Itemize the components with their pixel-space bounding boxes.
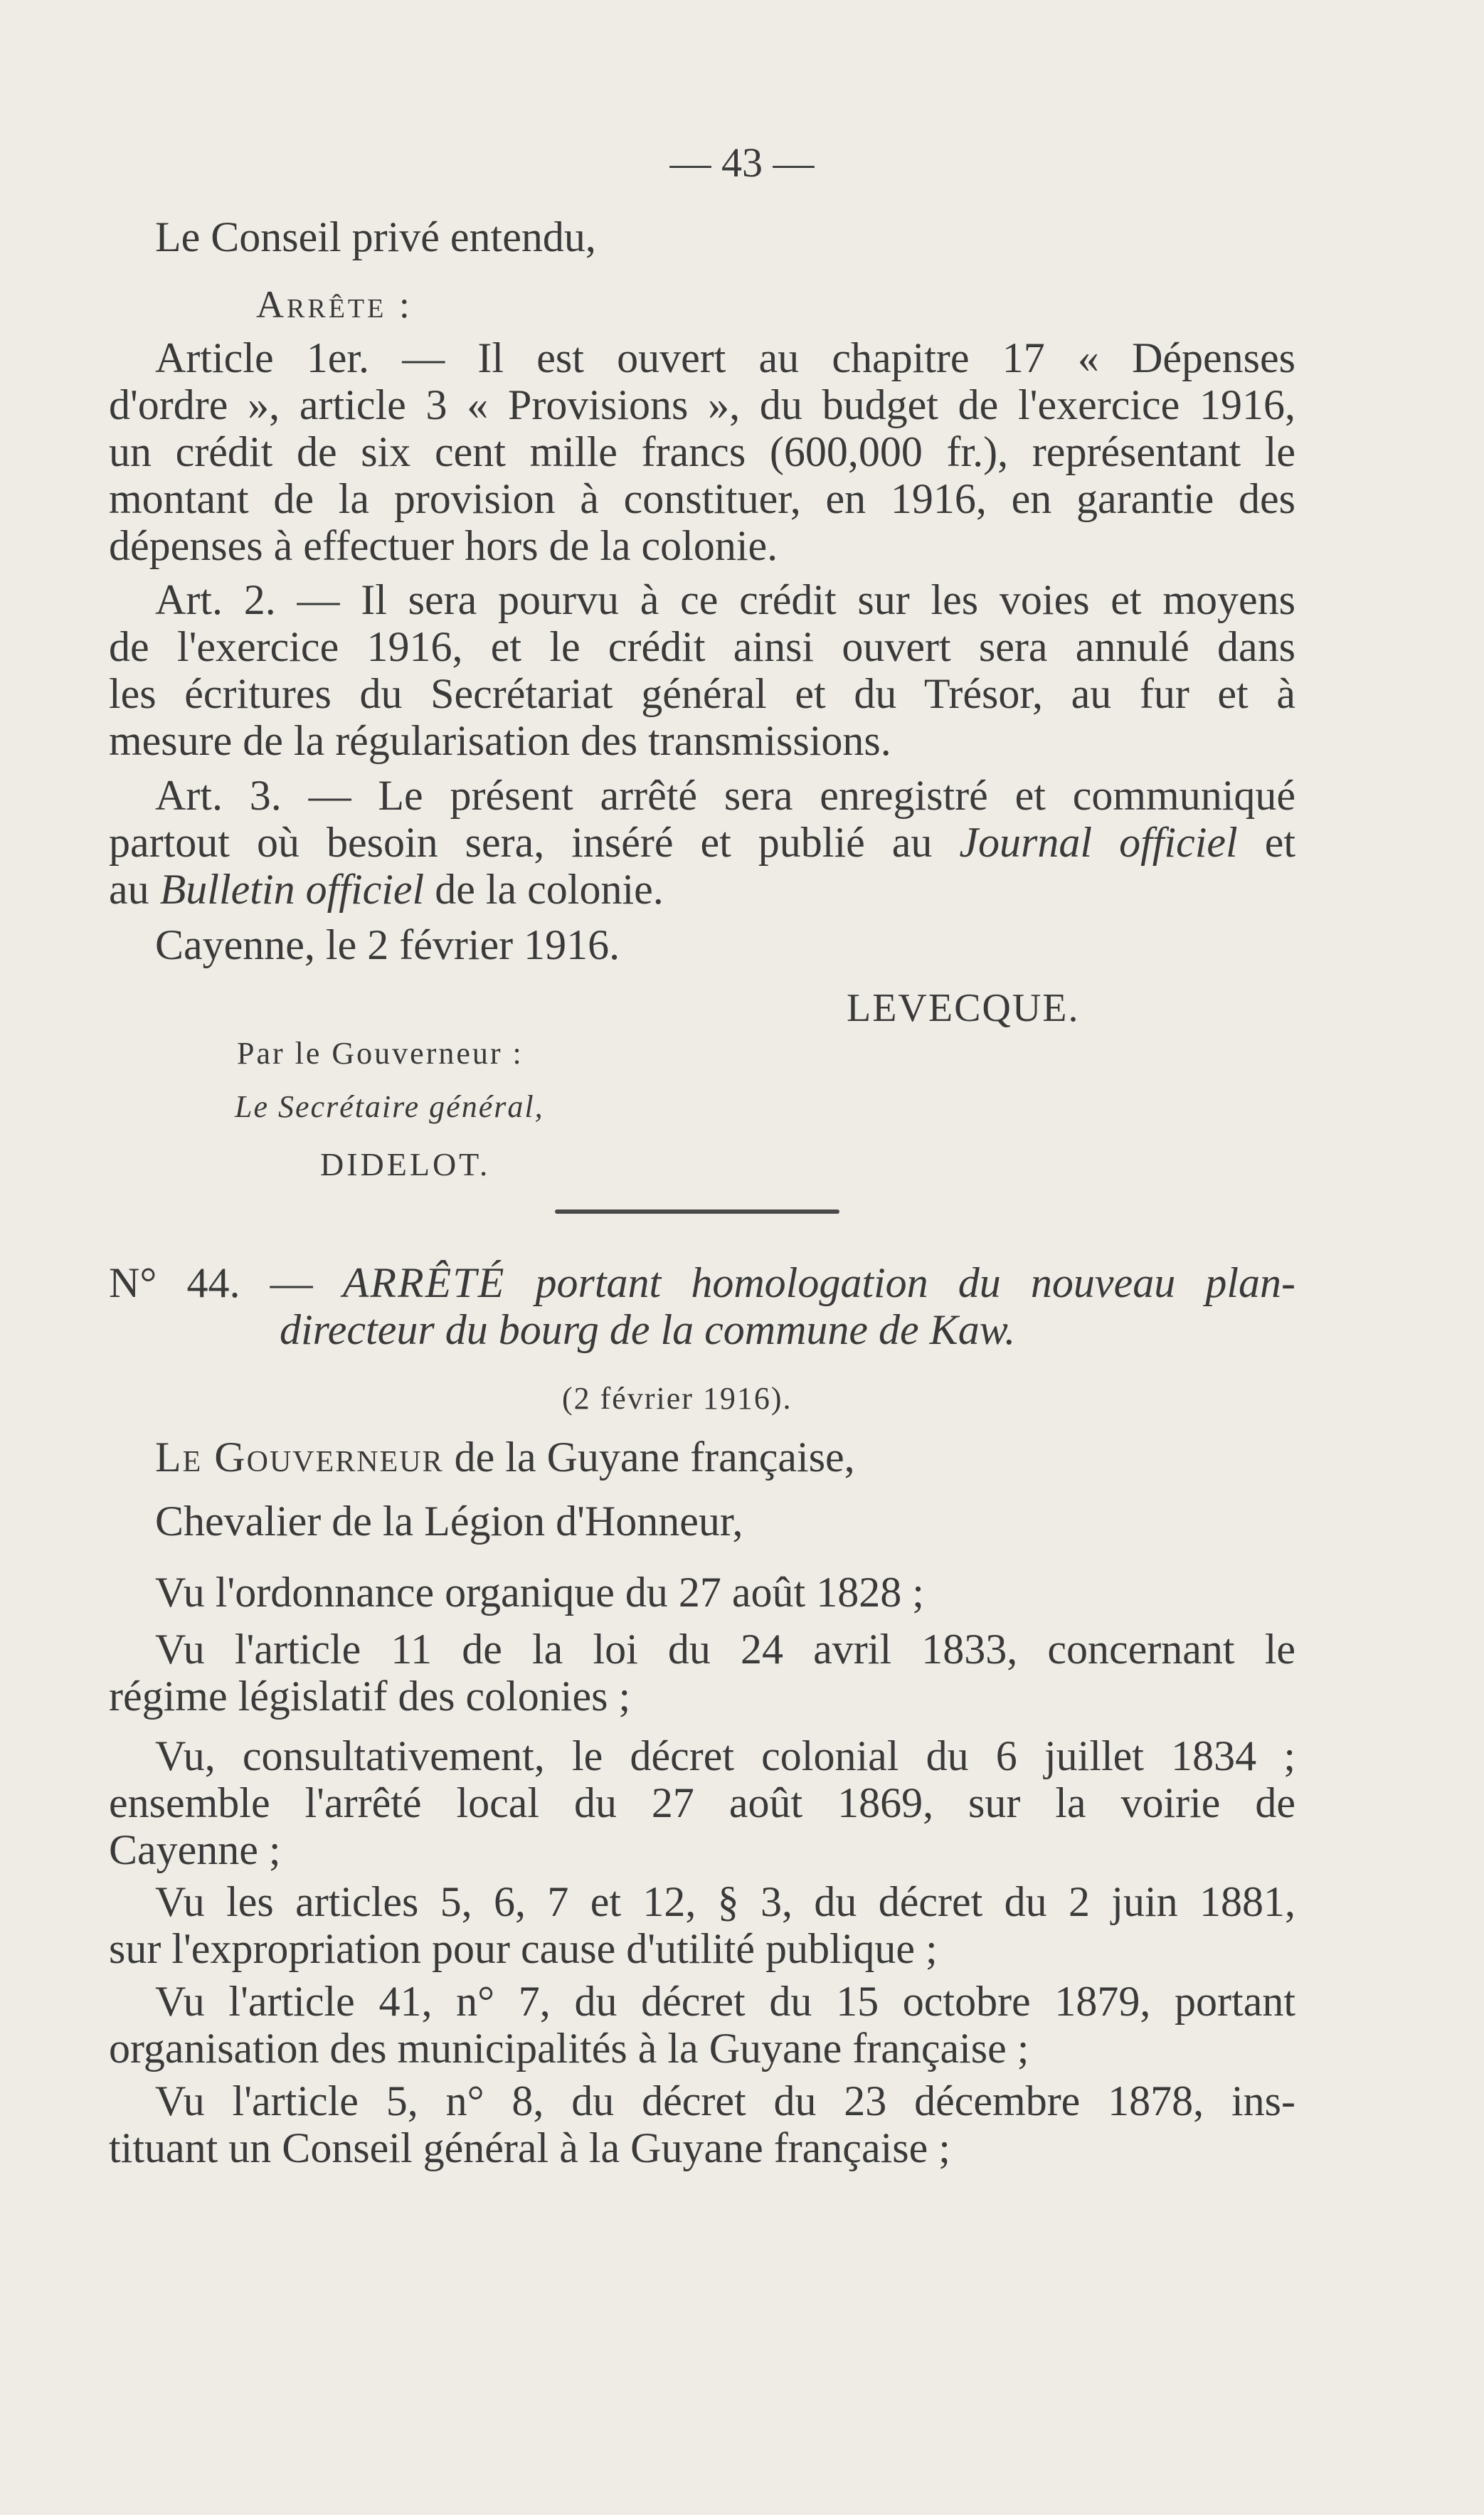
vu-clause-line: Vu l'ordonnance organique du 27 août 1828 ;	[155, 1569, 924, 1616]
article-1-line: Article 1er. — Il est ouvert au chapitre 17 « Dépenses	[155, 334, 1295, 381]
article-1-line: dépenses à effectuer hors de la colonie.	[109, 522, 778, 569]
article-3-text: partout où besoin sera, inséré et publié au	[109, 819, 960, 866]
article-3-line	[109, 866, 1295, 913]
governor-line	[109, 1434, 1342, 1481]
article-1	[109, 334, 1295, 569]
governor-signature: LEVECQUE.	[847, 986, 1080, 1030]
article-2-line: Art. 2. — Il sera pourvu à ce crédit sur les voies et moyens	[155, 576, 1295, 623]
article-3-line	[109, 819, 1295, 866]
vu-clause	[109, 1626, 1295, 1720]
vu-clause-line: Vu, consultativement, le décret colonial du 6 juillet 1834 ;	[155, 1732, 1295, 1779]
decree-44-title	[109, 1259, 1295, 1353]
council-heard-line: Le Conseil privé entendu,	[155, 213, 596, 260]
vu-clause-line: Vu l'article 5, n° 8, du décret du 23 décembre 1878, ins-	[155, 2077, 1295, 2124]
article-1-line: un crédit de six cent mille francs (600,000 fr.), représentant le	[109, 428, 1295, 475]
article-2-line: mesure de la régularisation des transmissions.	[109, 717, 891, 764]
place-date: Cayenne, le 2 février 1916.	[155, 921, 620, 968]
vu-clause	[109, 1569, 1295, 1616]
chevalier-line: Chevalier de la Légion d'Honneur,	[155, 1498, 743, 1545]
decree-date: (2 février 1916).	[562, 1381, 793, 1416]
governor-title: Le Gouverneur	[155, 1434, 444, 1481]
article-3-line: Art. 3. — Le présent arrêté sera enregistré et communiqué	[155, 772, 1295, 819]
vu-clause-line: Cayenne ;	[109, 1826, 281, 1873]
vu-clause	[109, 1978, 1295, 2072]
article-2-line: les écritures du Secrétariat général et du Trésor, au fur et à	[109, 670, 1295, 717]
decree-44-title-line	[109, 1259, 1295, 1306]
article-1-line: d'ordre », article 3 « Provisions », du budget de l'exercice 1916,	[109, 381, 1295, 428]
vu-clause-line: Vu l'article 41, n° 7, du décret du 15 octobre 1879, portant	[155, 1978, 1295, 2025]
decree-subject: portant homologation du nouveau plan-	[505, 1259, 1295, 1306]
vu-clause	[109, 1878, 1295, 1972]
secretary-title: Le Secrétaire général,	[235, 1089, 544, 1124]
section-separator	[555, 1209, 839, 1214]
article-2-line: de l'exercice 1916, et le crédit ainsi ouvert sera annulé dans	[109, 623, 1295, 670]
vu-clause	[109, 1732, 1295, 1873]
decree-type: ARRÊTÉ	[342, 1259, 506, 1306]
article-3-text: et	[1237, 819, 1296, 866]
vu-clause	[109, 2077, 1295, 2171]
decree-44-title-line: directeur du bourg de la commune de Kaw.	[280, 1306, 1016, 1353]
vu-clause-line: ensemble l'arrêté local du 27 août 1869, sur la voirie de	[109, 1779, 1295, 1826]
arrete-heading: Arrête :	[256, 283, 413, 326]
vu-clause-line: organisation des municipalités à la Guyane française ;	[109, 2025, 1029, 2072]
article-3-text: de la colonie.	[424, 866, 664, 913]
governor-line-rest: de la Guyane française,	[443, 1434, 855, 1481]
vu-clause-line: tituant un Conseil général à la Guyane française ;	[109, 2124, 950, 2171]
vu-clause-line: Vu les articles 5, 6, 7 et 12, § 3, du décret du 2 juin 1881,	[155, 1878, 1295, 1925]
by-governor-line: Par le Gouverneur :	[237, 1036, 524, 1071]
article-3-text: au	[109, 866, 160, 913]
vu-clause-line: sur l'expropriation pour cause d'utilité publique ;	[109, 1925, 938, 1972]
journal-officiel-title: Journal officiel	[959, 819, 1238, 866]
article-3	[109, 772, 1295, 913]
vu-clause-line: régime législatif des colonies ;	[109, 1673, 631, 1720]
decree-number: N° 44. —	[109, 1259, 343, 1306]
article-1-line: montant de la provision à constituer, en 1916, en garantie des	[109, 475, 1295, 522]
article-2	[109, 576, 1295, 764]
vu-clause-line: Vu l'article 11 de la loi du 24 avril 1833, concernant le	[155, 1626, 1295, 1673]
bulletin-officiel-title: Bulletin officiel	[159, 866, 425, 913]
page-number: — 43 —	[669, 139, 815, 186]
secretary-name: DIDELOT.	[320, 1146, 491, 1182]
